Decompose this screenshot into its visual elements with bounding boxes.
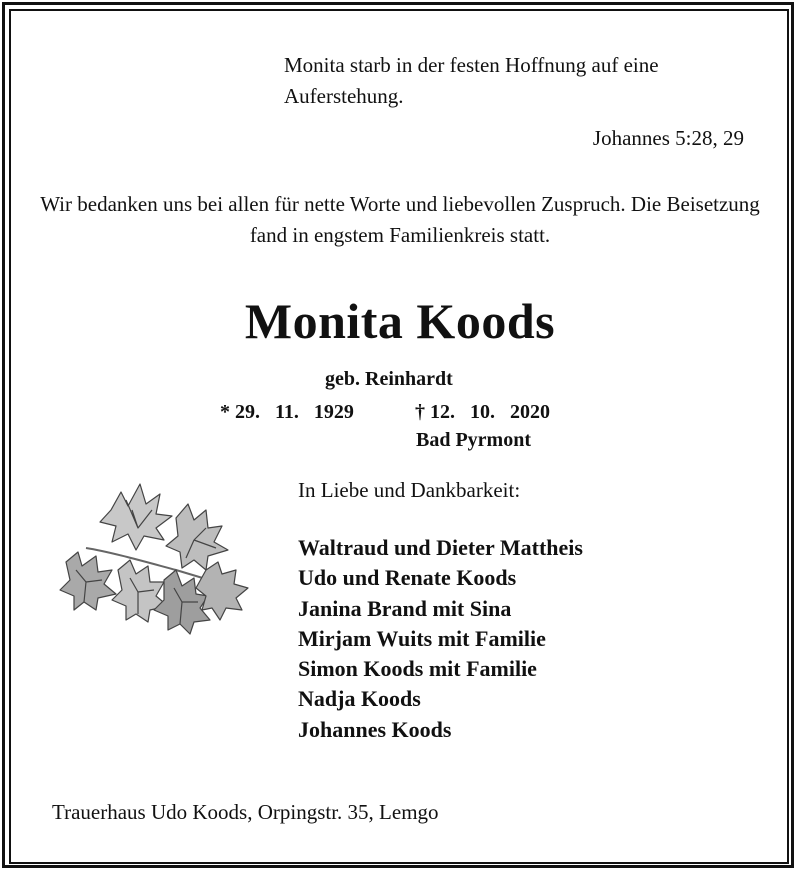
list-item: Nadja Koods (298, 686, 421, 712)
mourners-intro: In Liebe und Dankbarkeit: (298, 478, 521, 502)
list-item: Mirjam Wuits mit Familie (298, 625, 546, 651)
death-place: Bad Pyrmont (416, 429, 531, 451)
thanks-text: Wir bedanken uns bei allen für nette Worte und liebevollen Zuspruch. Die Beisetzung fand in engstem Familienkreis statt. (40, 192, 760, 247)
bible-verse: Monita starb in der festen Hoffnung auf eine Auferstehung. (284, 53, 659, 108)
list-item: Waltraud und Dieter Mattheis (298, 535, 583, 560)
birth-date: * 29. 11. 1929 (220, 401, 354, 423)
list-item: Simon Koods mit Familie (298, 656, 537, 682)
mourners-list (298, 533, 583, 745)
deceased-name: Monita Koods (244, 293, 556, 349)
list-item: Udo und Renate Koods (298, 565, 517, 591)
list-item: Johannes Koods (298, 716, 452, 742)
verse-reference: Johannes 5:28, 29 (592, 126, 744, 150)
mourning-house-address: Trauerhaus Udo Koods, Orpingstr. 35, Lemgo (52, 800, 439, 824)
maiden-name: geb. Reinhardt (325, 368, 453, 390)
maple-leaves-icon (56, 470, 256, 640)
list-item: Janina Brand mit Sina (298, 595, 512, 621)
death-date: † 12. 10. 2020 (415, 401, 550, 423)
